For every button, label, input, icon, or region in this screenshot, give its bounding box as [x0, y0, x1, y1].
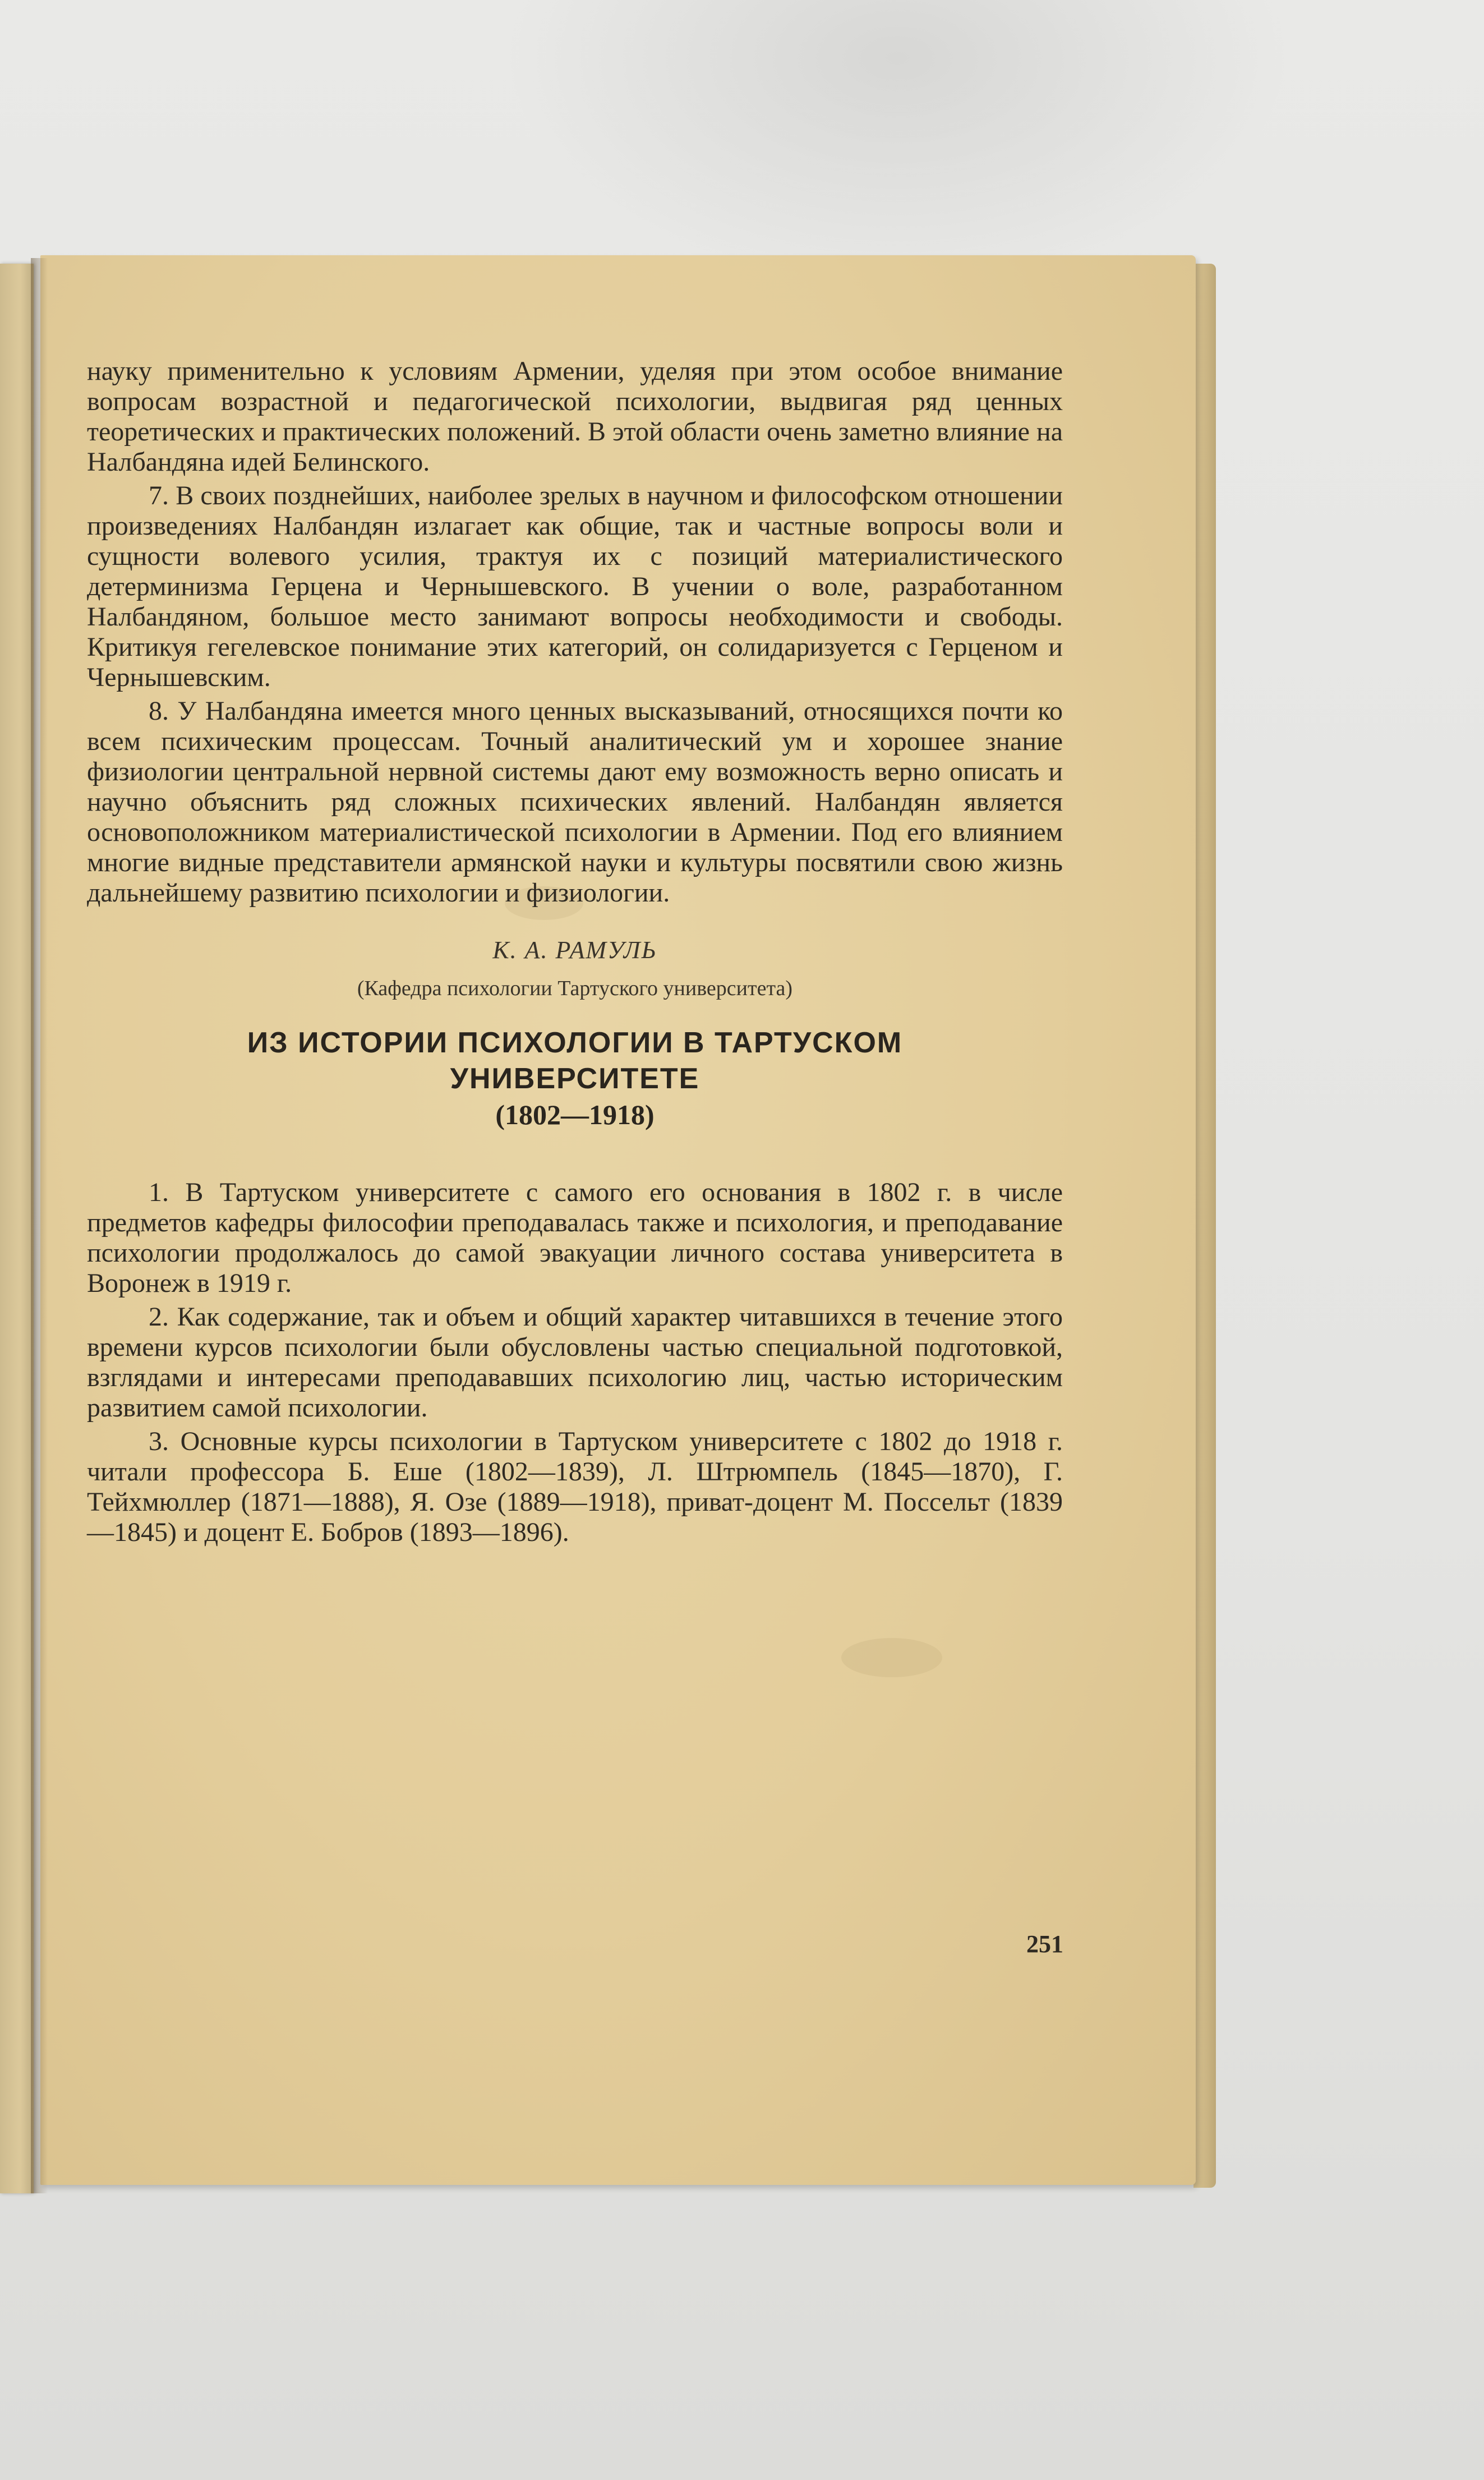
- article-paragraph-2: 2. Как содержание, так и объем и общий характер читавшихся в течение этого времени курсов психологии были обусловлены частью специальной подготовкой, взглядами и интересами преподававших психологию лиц, частью историческим развитием самой психологии.: [87, 1302, 1063, 1423]
- article-title-line2: УНИВЕРСИТЕТЕ: [450, 1062, 700, 1095]
- right-page-edge: [1193, 264, 1216, 2188]
- article-author: К. А. РАМУЛЬ: [492, 936, 657, 964]
- article-paragraph-1: 1. В Тартуском университете с самого его основания в 1802 г. в числе предметов кафедры философии преподавалась также и психология, и преподавание психологии продолжалось до самой эвакуации личного состава университета в Воронеж в 1919 г.: [87, 1177, 1063, 1298]
- spine-shadow: [31, 258, 48, 2193]
- background-shadow: [505, 0, 1290, 292]
- article-affiliation: (Кафедра психологии Тартуского университета): [357, 977, 793, 1000]
- article-paragraph-3: 3. Основные курсы психологии в Тартуском университете с 1802 до 1918 г. читали профессора Б. Еше (1802—1839), Л. Штрюмпель (1845—1870), Г. Тейхмюллер (1871—1888), Я. Озе (1889—1918), приват-доцент М. Поссельт (1839—1845) и доцент Е. Бобров (1893—1896).: [87, 1427, 1063, 1547]
- page-smudge: [841, 1638, 942, 1677]
- left-page-edge: [0, 264, 34, 2193]
- page-number: 251: [1026, 1930, 1063, 1958]
- article-title-years: (1802—1918): [495, 1099, 655, 1130]
- article-title-line1: ИЗ ИСТОРИИ ПСИХОЛОГИИ В ТАРТУСКОМ: [247, 1027, 903, 1059]
- paragraph-7: 7. В своих позднейших, наиболее зрелых в научном и философском отношении произведениях Налбандян излагает как общие, так и частные вопросы воли и сущности волевого усилия, трактуя их с позиций материалистического детерминизма Герцена и Чернышевского. В учении о воле, разработанном Налбандяном, большое место занимают вопросы необходимости и свободы. Критикуя гегелевское понимание этих категорий, он солидаризуется с Герценом и Чернышевским.: [87, 481, 1063, 692]
- page-text: [87, 356, 1063, 1551]
- paragraph-8: 8. У Налбандяна имеется много ценных высказываний, относящихся почти ко всем психическим процессам. Точный аналитический ум и хорошее знание физиологии центральной нервной системы дают ему возможность верно описать и научно объяснить ряд сложных психических явлений. Налбандян является основоположником материалистической психологии в Армении. Под его влиянием многие видные представители армянской науки и культуры посвятили свою жизнь дальнейшему развитию психологии и физиологии.: [87, 696, 1063, 908]
- paragraph-1: наукy применительно к условиям Армении, уделяя при этом особое внимание вопросам возрастной и педагогической психологии, выдвигая ряд ценных теоретических и практических положений. В этой области очень заметно влияние на Налбандяна идей Белинского.: [87, 356, 1063, 477]
